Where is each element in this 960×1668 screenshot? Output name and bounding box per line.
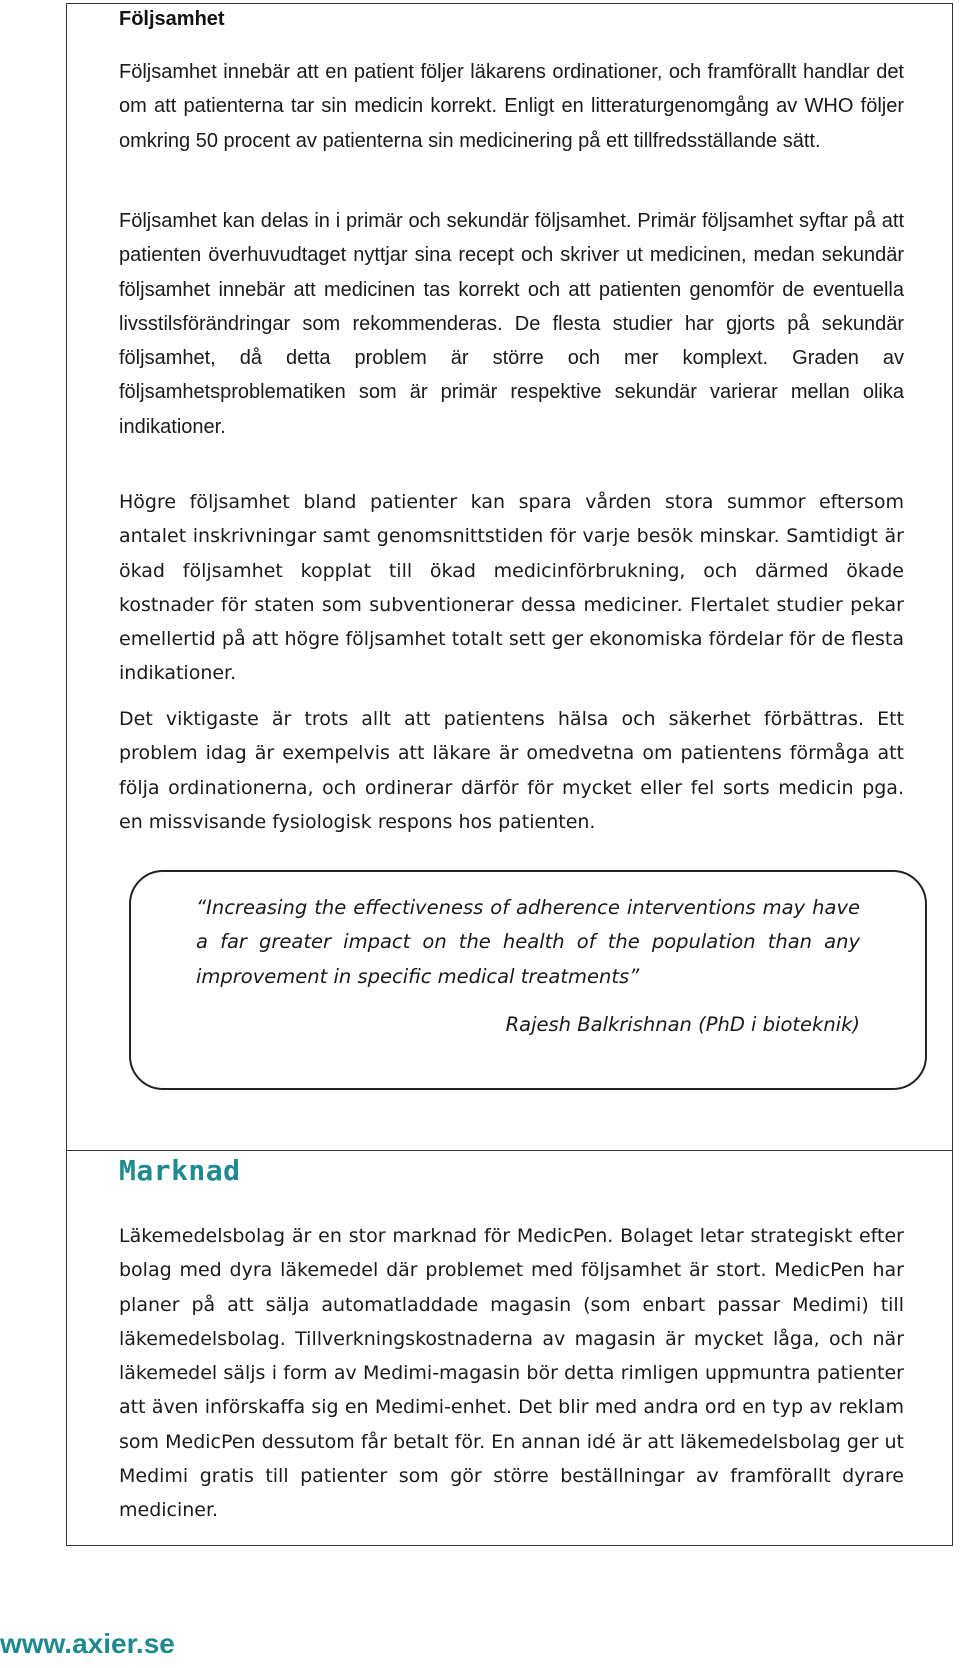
paragraph-patient-safety: Det viktigaste är trots allt att patientens hälsa och säkerhet förbättras. Ett problem idag är exempelvis att läkare är omedvetna om patientens förmåga att följa ordinationerna, och ordinerar därför för mycket eller fel sorts medicin pga. en missvisande fysiologisk respons hos patienten. — [119, 708, 904, 833]
paragraph-market: Läkemedelsbolag är en stor marknad för MedicPen. Bolaget letar strategiskt efter bolag med dyra läkemedel där problemet med följsamhet är stort. MedicPen har planer på att sälja automatladdade magasin (som enbart passar Medimi) till läkemedelsbolag. Tillverkningskostnaderna av magasin är mycket låga, och när läkemedel säljs i form av Medimi-magasin bör detta rimligen uppmuntra patienter att även införskaffa sig en Medimi-enhet. Det blir med andra ord en typ av reklam som MedicPen dessutom får betalt för. En annan idé är att läkemedelsbolag ger ut Medimi gratis till patienter som gör större beställningar av framförallt dyrare mediciner. — [119, 1225, 904, 1522]
quote-author: Rajesh Balkrishnan (PhD i bioteknik) — [505, 1013, 860, 1036]
quote-text: “Increasing the effectiveness of adherence interventions may have a far greater impact on the health of the population than any improvement in specific medical treatments” — [196, 896, 860, 988]
paragraph-economy: Högre följsamhet bland patienter kan spara vården stora summor eftersom antalet inskrivningar samt genomsnittstiden för varje besök minskar. Samtidigt är ökad följsamhet kopplat till ökad medicinförbrukning, och därmed ökade kostnader för staten som subventionerar dessa mediciner. Flertalet studier pekar emellertid på att högre följsamhet totalt sett ger ekonomiska fördelar för de flesta indikationer. — [119, 491, 904, 685]
section-title-foljsamhet: Följsamhet — [119, 8, 225, 30]
section-title-marknad: Marknad — [119, 1154, 241, 1187]
section-divider — [66, 1150, 953, 1151]
footer-website-link[interactable]: www.axier.se — [0, 1628, 175, 1659]
paragraph-definition: Följsamhet innebär att en patient följer läkarens ordinationer, och framförallt handlar det om att patienterna tar sin medicin korrekt. Enligt en litteraturgenomgång av WHO följer omkring 50 procent av patienterna sin medicinering på ett tillfredsställande sätt. — [119, 61, 904, 152]
paragraph-primary-secondary: Följsamhet kan delas in i primär och sekundär följsamhet. Primär följsamhet syftar på att patienten överhuvudtaget nyttjar sina recept och skriver ut medicinen, medan sekundär följsamhet innebär att medicinen tas korrekt och att patienten genomför de eventuella livsstilsförändringar som rekommenderas. De flesta studier har gjorts på sekundär följsamhet, då detta problem är större och mer komplext. Graden av följsamhetsproblematiken som är primär respektive sekundär varierar mellan olika indikationer. — [119, 210, 904, 438]
